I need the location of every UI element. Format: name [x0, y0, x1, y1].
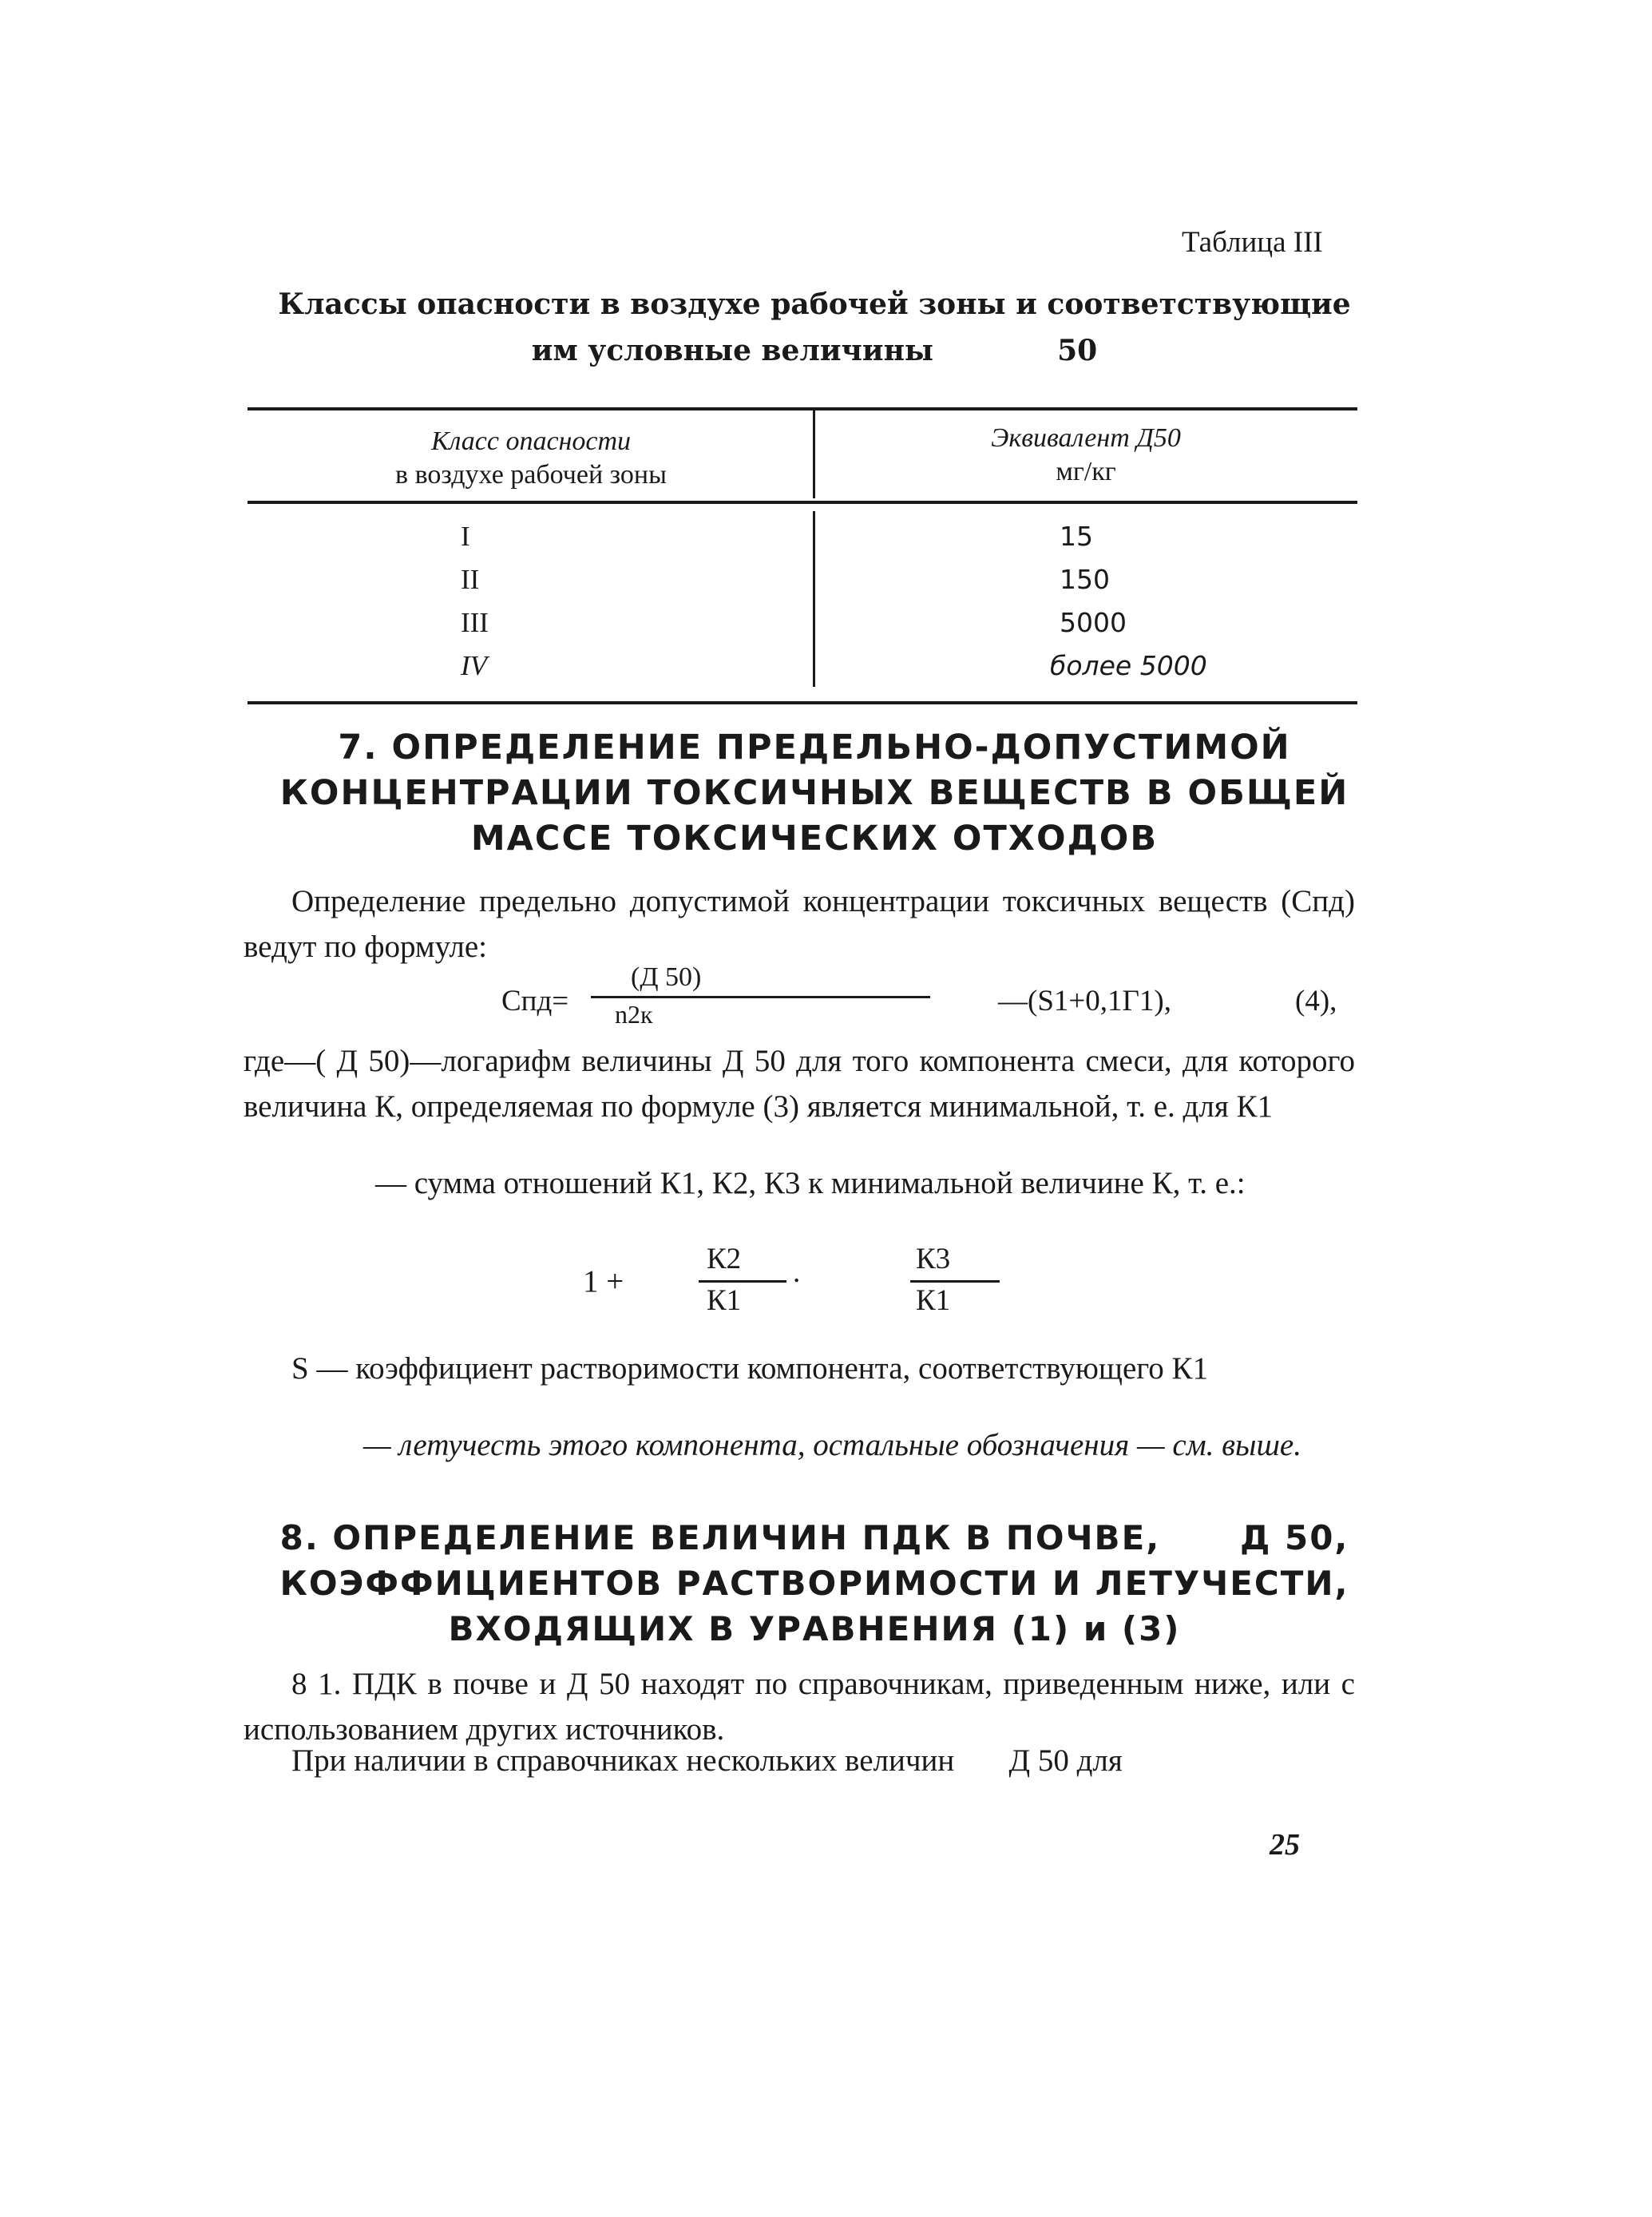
table-title-line2-text: им условные величины — [531, 334, 934, 367]
section7-sum-paragraph: — сумма отношений К1, К2, К3 к минимальной величине К, т. е.: — [375, 1166, 1246, 1200]
section8-paragraph-last: При наличии в справочниках нескольких величин Д 50 для — [291, 1743, 1123, 1778]
table-header-equivalent — [902, 422, 1270, 489]
formula4-numerator: (Д 50) — [631, 962, 702, 992]
section8-heading-line3: ВХОДЯЩИХ В УРАВНЕНИЯ (1) и (3) — [448, 1609, 1181, 1648]
section7-s-paragraph: S — коэффициент растворимости компонента, соответствующего К1 — [291, 1351, 1209, 1386]
section7-heading-line1: 7. ОПРЕДЕЛЕНИЕ ПРЕДЕЛЬНО-ДОПУСТИМОЙ — [338, 728, 1291, 767]
formula4-fraction-bar — [591, 996, 930, 998]
formula-sum-prefix: 1 + — [583, 1264, 624, 1299]
formula-sum-denominator1: К1 — [707, 1284, 742, 1317]
table-top-rule — [248, 407, 1357, 410]
table-header-class-line2: в воздухе рабочей зоны — [395, 460, 667, 490]
table-row-4-value: более 5000 — [1050, 650, 1207, 681]
formula-sum-fraction-bar2 — [910, 1280, 1000, 1283]
table-header-class — [287, 425, 774, 492]
table-title — [240, 281, 1389, 374]
table-label: Таблица III — [1182, 226, 1323, 259]
formula4-denominator: n2к — [615, 1000, 653, 1029]
table-header-class-line1: Класс опасности — [430, 426, 632, 456]
section8-heading — [240, 1515, 1389, 1652]
table-row-2-value: 150 — [1060, 564, 1110, 595]
formula-sum-dot: . — [793, 1256, 801, 1289]
table-header-equivalent-line1: Эквивалент Д50 — [991, 423, 1181, 453]
table-title-line1: Классы опасности в воздухе рабочей зоны и соответствующие — [278, 288, 1351, 321]
formula-sum-fraction-bar1 — [699, 1280, 786, 1283]
section7-volatility-paragraph: — летучесть этого компонента, остальные обозначения — см. выше. — [363, 1428, 1301, 1462]
formula-sum-numerator1: К2 — [707, 1243, 742, 1275]
formula-sum-denominator2: К1 — [916, 1284, 951, 1317]
section8-paragraph-8-1: 8 1. ПДК в почве и Д 50 находят по справочникам, приведенным ниже, или с использованием других источников. — [244, 1667, 1355, 1747]
section7-where-paragraph: где—( Д 50)—логарифм величины Д 50 для того компонента смеси, для которого величина К, определяемая по формуле (3) является минимальной, т. е. для К1 — [244, 1044, 1355, 1124]
table-bottom-rule — [248, 701, 1357, 704]
table-column-divider-header — [813, 410, 815, 498]
table-title-line2 — [240, 327, 1389, 374]
table-row-3-value: 5000 — [1060, 607, 1127, 638]
section8-heading-line1: 8. ОПРЕДЕЛЕНИЕ ВЕЛИЧИН ПДК В ПОЧВЕ, Д 50, — [279, 1518, 1349, 1557]
table-row-1-value: 15 — [1060, 521, 1093, 552]
formula4-lhs: Спд= — [501, 985, 569, 1017]
page-number: 25 — [1270, 1828, 1300, 1862]
formula-sum-numerator2: К3 — [916, 1243, 951, 1275]
formula4-rhs: —(S1+0,1Г1), — [998, 985, 1171, 1017]
section8-heading-line2: КОЭФФИЦИЕНТОВ РАСТВОРИМОСТИ И ЛЕТУЧЕСТИ, — [279, 1564, 1349, 1603]
table-title-line2-number: 50 — [1057, 334, 1098, 367]
table-column-divider-body — [813, 511, 815, 687]
section7-intro: Определение предельно допустимой концентрации токсичных веществ (Спд) ведут по формуле: — [244, 884, 1355, 964]
section7-heading-line3: МАССЕ ТОКСИЧЕСКИХ ОТХОДОВ — [470, 819, 1159, 859]
table-row-2-class: II — [461, 564, 480, 595]
table-row-4-class: IV — [461, 650, 488, 681]
table-row-1-class: I — [461, 521, 470, 552]
table-header-equivalent-unit: мг/кг — [1056, 457, 1116, 486]
section7-heading-line2: КОНЦЕНТРАЦИИ ТОКСИЧНЫХ ВЕЩЕСТВ В ОБЩЕЙ — [279, 773, 1349, 813]
formula4-number: (4), — [1295, 985, 1337, 1017]
section7-heading — [240, 725, 1389, 862]
table-header-rule — [248, 501, 1357, 504]
table-row-3-class: III — [461, 607, 489, 638]
